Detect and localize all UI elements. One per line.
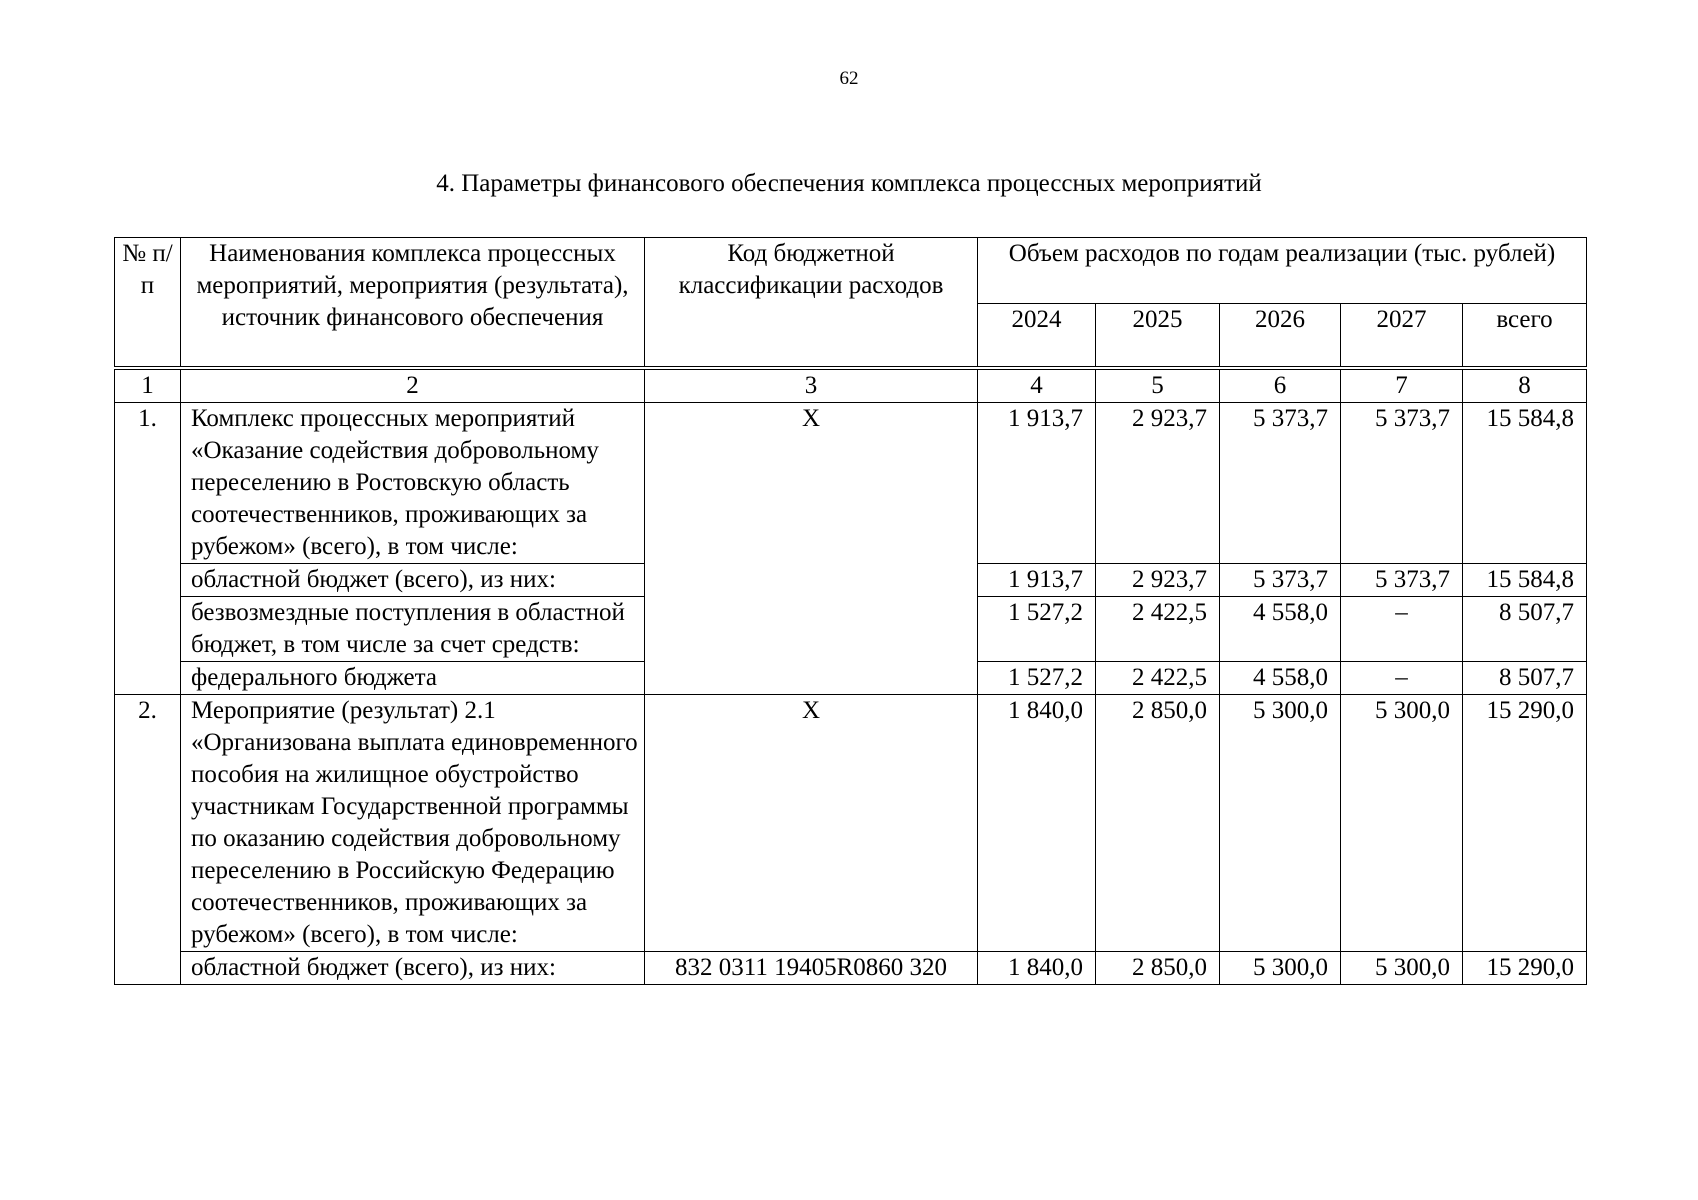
row-name: областной бюджет (всего), из них: <box>181 563 645 596</box>
value-2025: 2 850,0 <box>1096 694 1220 951</box>
value-2027: 5 373,7 <box>1341 402 1463 563</box>
header-year-2024: 2024 <box>978 304 1096 368</box>
header-num: № п/п <box>115 238 181 368</box>
value-2027: – <box>1341 661 1463 694</box>
value-2025: 2 923,7 <box>1096 402 1220 563</box>
value-2025: 2 850,0 <box>1096 951 1220 984</box>
financing-table <box>114 237 1587 985</box>
value-2026: 4 558,0 <box>1220 661 1341 694</box>
value-2026: 5 300,0 <box>1220 694 1341 951</box>
value-total: 15 584,8 <box>1463 402 1587 563</box>
column-number: 2 <box>181 368 645 403</box>
value-2026: 5 373,7 <box>1220 563 1341 596</box>
value-2027: 5 300,0 <box>1341 694 1463 951</box>
header-code: Код бюджетной классификации расходов <box>645 238 978 368</box>
page-number: 62 <box>839 68 859 89</box>
value-2025: 2 422,5 <box>1096 596 1220 661</box>
value-total: 15 290,0 <box>1463 951 1587 984</box>
row-code: 832 0311 19405R0860 320 <box>645 951 978 984</box>
value-2024: 1 527,2 <box>978 661 1096 694</box>
column-number: 8 <box>1463 368 1587 403</box>
header-year-2025: 2025 <box>1096 304 1220 368</box>
row-name: Мероприятие (результат) 2.1 «Организована выплата единовременного пособия на жилищное обустройство участникам Государственной программы по оказанию содействия добровольному переселению в Российскую Федерацию соотечественников, проживающих за рубежом» (всего), в том числе: <box>181 694 645 951</box>
value-2027: 5 373,7 <box>1341 563 1463 596</box>
column-number: 5 <box>1096 368 1220 403</box>
row-code: X <box>645 402 978 694</box>
value-2027: 5 300,0 <box>1341 951 1463 984</box>
value-2024: 1 840,0 <box>978 694 1096 951</box>
value-2024: 1 913,7 <box>978 563 1096 596</box>
table-row <box>115 402 1587 563</box>
value-total: 15 290,0 <box>1463 694 1587 951</box>
value-2024: 1 913,7 <box>978 402 1096 563</box>
value-2026: 4 558,0 <box>1220 596 1341 661</box>
column-number: 7 <box>1341 368 1463 403</box>
value-2026: 5 300,0 <box>1220 951 1341 984</box>
row-name: федерального бюджета <box>181 661 645 694</box>
value-2027: – <box>1341 596 1463 661</box>
table-row <box>115 951 1587 984</box>
table-row <box>115 694 1587 951</box>
value-2024: 1 527,2 <box>978 596 1096 661</box>
value-total: 8 507,7 <box>1463 661 1587 694</box>
column-number: 6 <box>1220 368 1341 403</box>
row-code: X <box>645 694 978 951</box>
value-2025: 2 422,5 <box>1096 661 1220 694</box>
header-total: всего <box>1463 304 1587 368</box>
column-number: 3 <box>645 368 978 403</box>
column-number: 4 <box>978 368 1096 403</box>
value-2025: 2 923,7 <box>1096 563 1220 596</box>
row-name: областной бюджет (всего), из них: <box>181 951 645 984</box>
value-total: 8 507,7 <box>1463 596 1587 661</box>
header-year-2026: 2026 <box>1220 304 1341 368</box>
row-name: Комплекс процессных мероприятий «Оказание содействия добровольному переселению в Ростовскую область соотечественников, проживающих за рубежом» (всего), в том числе: <box>181 402 645 563</box>
header-volume: Объем расходов по годам реализации (тыс. рублей) <box>978 238 1587 304</box>
header-year-2027: 2027 <box>1341 304 1463 368</box>
value-2024: 1 840,0 <box>978 951 1096 984</box>
row-number: 2. <box>115 694 181 984</box>
section-title: 4. Параметры финансового обеспечения комплекса процессных мероприятий <box>436 170 1262 197</box>
column-number: 1 <box>115 368 181 403</box>
value-total: 15 584,8 <box>1463 563 1587 596</box>
row-name: безвозмездные поступления в областной бюджет, в том числе за счет средств: <box>181 596 645 661</box>
column-numbers-row <box>115 368 1587 403</box>
header-name: Наименования комплекса процессных мероприятий, мероприятия (результата), источник финансового обеспечения <box>181 238 645 368</box>
row-number: 1. <box>115 402 181 694</box>
value-2026: 5 373,7 <box>1220 402 1341 563</box>
